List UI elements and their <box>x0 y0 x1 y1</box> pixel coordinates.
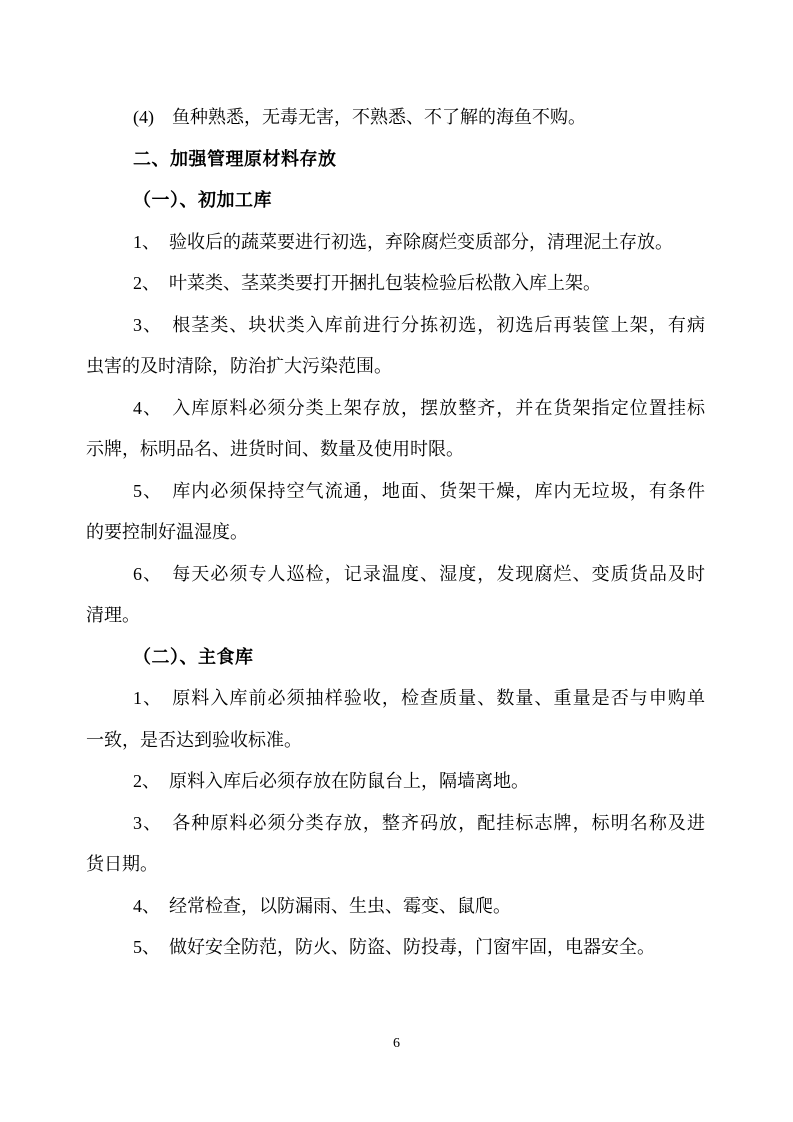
document-body <box>86 97 705 969</box>
list-item-line: 5、 做好安全防范，防火、防盗、防投毒，门窗牢固，电器安全。 <box>133 937 655 957</box>
continuation-line: 示牌，标明品名、进货时间、数量及使用时限。 <box>86 439 464 459</box>
list-item-line: 4、 入库原料必须分类上架存放，摆放整齐，并在货架指定位置挂标 <box>133 397 705 418</box>
list-item-line: 3、 根茎类、块状类入库前进行分拣初选，初选后再装筐上架，有病 <box>133 314 705 335</box>
list-item-line: 3、 各种原料必须分类存放，整齐码放，配挂标志牌，标明名称及进 <box>133 812 705 833</box>
continuation-line: 一致，是否达到验收标准。 <box>86 729 302 750</box>
list-item-line: 1、 验收后的蔬菜要进行初选，弃除腐烂变质部分，清理泥土存放。 <box>133 231 673 252</box>
continuation-line: 货日期。 <box>86 854 158 874</box>
section-heading: （一）、初加工库 <box>133 190 272 210</box>
list-item-line: 6、 每天必须专人巡检，记录温度、湿度，发现腐烂、变质货品及时 <box>133 563 705 584</box>
section-heading: （二）、主食库 <box>133 646 254 667</box>
continuation-line: 清理。 <box>86 605 140 625</box>
continuation-line: 虫害的及时清除，防治扩大污染范围。 <box>86 356 392 376</box>
list-item-line: (4) 鱼种熟悉，无毒无害，不熟悉、不了解的海鱼不购。 <box>133 107 586 127</box>
section-heading: 二、加强管理原材料存放 <box>133 148 337 169</box>
list-item-line: 1、 原料入库前必须抽样验收，检查质量、数量、重量是否与申购单 <box>133 688 705 708</box>
continuation-line: 的要控制好温湿度。 <box>86 522 248 542</box>
list-item-line: 4、 经常检查，以防漏雨、生虫、霉变、鼠爬。 <box>133 895 511 916</box>
list-item-line: 5、 库内必须保持空气流通，地面、货架干燥，库内无垃圾，有条件 <box>133 480 705 501</box>
page-number: 6 <box>393 1036 400 1051</box>
list-item-line: 2、 原料入库后必须存放在防鼠台上，隔墙离地。 <box>133 771 529 791</box>
list-item-line: 2、 叶菜类、茎菜类要打开捆扎包装检验后松散入库上架。 <box>133 273 601 293</box>
